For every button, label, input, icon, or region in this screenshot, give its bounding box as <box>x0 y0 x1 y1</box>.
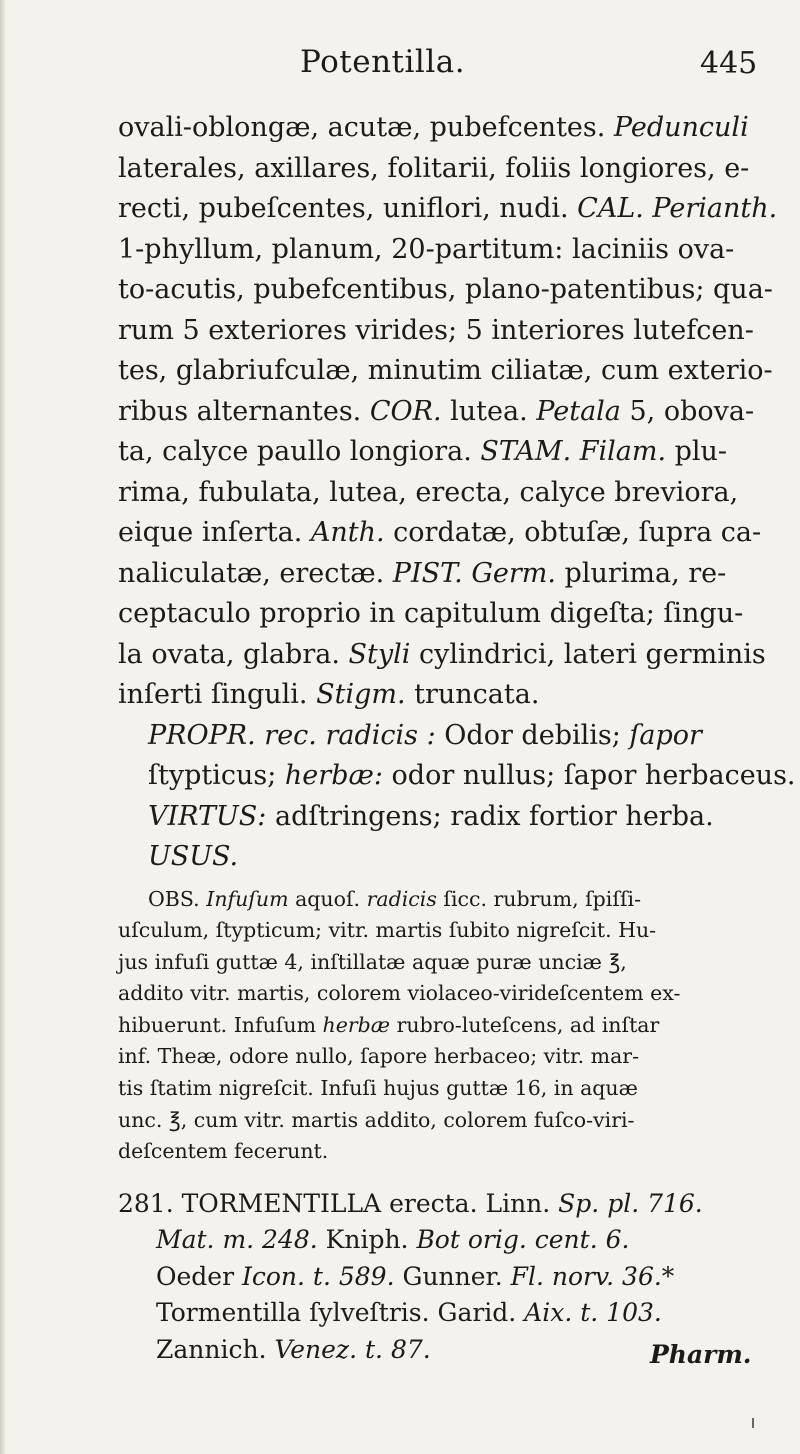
italic-text: STAM. Filam. <box>480 436 667 467</box>
text-run: rum 5 exteriores virides; 5 interiores lutefcen- <box>118 314 754 346</box>
text-run: hibuerunt. Infuſum <box>118 1012 323 1037</box>
running-head <box>0 44 800 90</box>
text-run: jus infuſi guttæ 4, inſtillatæ aquæ puræ unciæ ℥, <box>118 949 627 974</box>
text-run: recti, pubeſcentes, uniflori, nudi. <box>118 193 578 224</box>
italic-text: PIST. Germ. <box>392 557 556 589</box>
text-line <box>118 1222 768 1259</box>
text-run: inf. Theæ, odore nullo, ſapore herbaceo; vitr. mar- <box>118 1044 640 1069</box>
text-line <box>118 1041 768 1073</box>
page-number: 445 <box>700 46 758 81</box>
text-run: rima, fubulata, lutea, erecta, calyce breviora, <box>118 476 739 508</box>
text-run: to-acutis, pubefcentibus, plano-patentibus; qua- <box>118 274 773 305</box>
text-run: ceptaculo proprio in capitulum digeſta; ſingu- <box>118 598 744 629</box>
text-run: Gunner. <box>394 1261 511 1291</box>
italic-text: COR. <box>369 395 442 427</box>
text-run: Oeder <box>156 1261 242 1291</box>
text-run: eique inſerta. <box>118 517 311 548</box>
text-run: adſtringens; radix fortior herba. <box>266 800 714 832</box>
italic-text: Venez. t. 87. <box>274 1334 431 1364</box>
italic-text: Fl. norv. 36.* <box>510 1261 675 1291</box>
text-run: tis ſtatim nigreſcit. Infuſi hujus guttæ 16, in aquæ <box>118 1076 638 1101</box>
text-line <box>118 108 768 149</box>
text-run: tes, glabriufculæ, minutim ciliatæ, cum exterio- <box>118 355 773 386</box>
ink-speck <box>752 1418 754 1428</box>
text-run: plu- <box>666 436 728 467</box>
text-run: Odor debilis; <box>435 719 630 751</box>
text-line <box>118 837 768 878</box>
text-line <box>118 947 768 979</box>
text-line <box>118 1010 768 1042</box>
italic-text: herbæ <box>322 1012 391 1037</box>
text-run: 281. TORMENTILLA erecta. Linn. <box>118 1188 559 1218</box>
text-line <box>118 675 768 716</box>
italic-text: ſapor <box>629 719 702 751</box>
text-run: Tormentilla ſylveſtris. Garid. <box>156 1298 525 1328</box>
text-run: uſculum, ſtypticum; vitr. martis ſubito nigreſcit. Hu- <box>118 918 657 943</box>
text-run: lutea. <box>441 395 537 427</box>
text-run: plurima, re- <box>555 557 727 589</box>
text-line <box>118 230 768 271</box>
italic-text: Stigm. <box>316 679 406 710</box>
text-line <box>118 716 768 757</box>
gutter-shadow <box>0 0 6 1454</box>
text-line <box>118 884 768 916</box>
italic-text: Infuſum <box>206 886 289 911</box>
text-line <box>118 554 768 595</box>
text-run: ovali-oblongæ, acutæ, pubefcentes. <box>118 112 614 143</box>
text-run: truncata. <box>405 679 540 710</box>
text-run: ſicc. rubrum, ſpiſſi- <box>436 886 642 911</box>
text-run: ribus alternantes. <box>118 395 370 427</box>
italic-text: CAL. Perianth. <box>577 193 778 224</box>
text-line <box>118 1073 768 1105</box>
text-line <box>118 1295 768 1332</box>
text-line <box>118 189 778 230</box>
text-run: unc. ℥, cum vitr. martis addito, colorem fuſco-viri- <box>118 1107 635 1132</box>
text-line <box>118 1136 768 1168</box>
text-run: ta, calyce paullo longiora. <box>118 436 481 467</box>
text-line <box>118 432 768 473</box>
text-run: cylindrici, lateri germinis <box>410 638 766 670</box>
observation-paragraph <box>118 884 768 1168</box>
text-run: inſerti ſinguli. <box>118 679 317 710</box>
text-run: Zannich. <box>156 1334 275 1364</box>
text-line <box>118 756 796 797</box>
text-line <box>118 1186 768 1223</box>
text-line <box>118 915 768 947</box>
text-line <box>118 1259 768 1296</box>
text-run: 1-phyllum, planum, 20-partitum: laciniis ova- <box>118 233 735 265</box>
text-run: deſcentem fecerunt. <box>118 1139 329 1164</box>
italic-text: PROPR. rec. radicis : <box>148 719 436 751</box>
italic-text: USUS. <box>148 841 239 872</box>
italic-text: radicis <box>366 886 437 911</box>
text-line <box>118 1105 768 1137</box>
text-run: OBS. <box>148 886 207 911</box>
italic-text: Aix. t. 103. <box>524 1298 662 1328</box>
italic-text: VIRTUS: <box>148 800 267 832</box>
text-line <box>118 311 768 352</box>
italic-text: Bot orig. cent. 6. <box>416 1225 630 1255</box>
italic-text: Styli <box>348 638 411 670</box>
italic-text: Sp. pl. 716. <box>558 1188 703 1218</box>
text-run: aquoſ. <box>288 886 367 911</box>
italic-text: herbæ: <box>284 760 383 791</box>
italic-text: Mat. m. 248. <box>156 1225 318 1255</box>
text-line <box>118 513 768 554</box>
text-line <box>118 149 768 190</box>
text-line <box>118 978 768 1010</box>
text-line <box>118 473 768 514</box>
text-line <box>118 594 768 635</box>
text-run: addito vitr. martis, colorem violaceo-virideſcentem ex- <box>118 981 681 1006</box>
catchword: Pharm. <box>650 1340 752 1369</box>
text-run: rubro-luteſcens, ad inſtar <box>390 1012 660 1037</box>
text-run: ſtypticus; <box>148 760 285 791</box>
text-line <box>118 351 773 392</box>
text-run: la ovata, glabra. <box>118 638 349 670</box>
text-line <box>118 270 773 311</box>
italic-text: Pedunculi <box>613 112 749 143</box>
text-run: Kniph. <box>317 1225 417 1255</box>
text-line <box>118 797 768 838</box>
text-run: laterales, axillares, folitarii, foliis longiores, e- <box>118 152 750 184</box>
text-run: odor nullus; ſapor herbaceus. <box>382 760 796 791</box>
italic-text: Petala <box>536 395 621 427</box>
text-line <box>118 635 768 676</box>
body-text <box>118 108 796 1368</box>
italic-text: Icon. t. 589. <box>242 1261 395 1291</box>
text-run: 5, obova- <box>620 395 755 427</box>
italic-text: Anth. <box>310 517 385 548</box>
text-run: naliculatæ, erectæ. <box>118 557 393 589</box>
description-paragraph <box>118 108 796 878</box>
text-line <box>118 392 768 433</box>
running-title: Potentilla. <box>300 44 466 80</box>
text-run: cordatæ, obtuſæ, ſupra ca- <box>384 517 762 548</box>
